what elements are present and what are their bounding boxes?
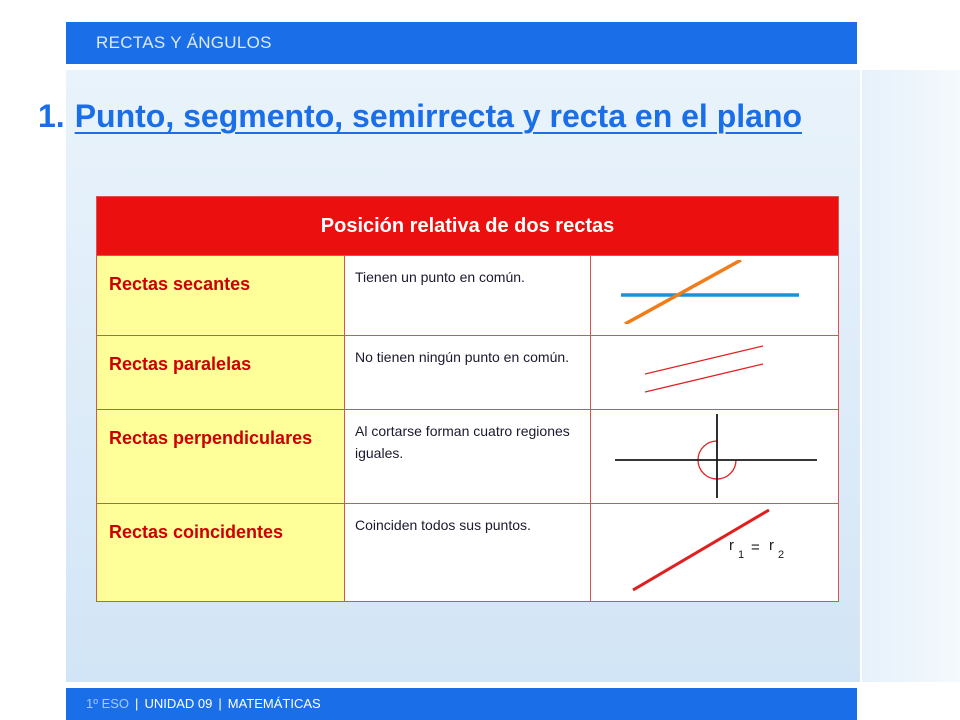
secant-lines-drawing <box>621 260 799 324</box>
parallel-lines-figure <box>591 336 839 410</box>
row-description: No tienen ningún punto en común. <box>345 336 591 410</box>
perpendicular-lines-figure <box>591 410 839 504</box>
row-name: Rectas secantes <box>97 256 345 336</box>
page-title <box>38 98 802 135</box>
perpendicular-lines-drawing <box>615 414 817 498</box>
row-name: Rectas paralelas <box>97 336 345 410</box>
coincident-lines-figure <box>591 504 839 602</box>
title-text: Punto, segmento, semirrecta y recta en el plano <box>74 98 803 134</box>
table-row <box>97 256 839 336</box>
label-r2: r <box>769 537 774 554</box>
footer-subject: MATEMÁTICAS <box>227 696 321 711</box>
table-row <box>97 410 839 504</box>
label-sub1: 1 <box>738 549 745 561</box>
label-sub2: 2 <box>778 549 785 561</box>
secant-lines-figure <box>591 256 839 336</box>
footer-course: 1º ESO <box>86 696 130 711</box>
row-name: Rectas coincidentes <box>97 504 345 602</box>
table-header: Posición relativa de dos rectas <box>97 197 839 256</box>
section-title: RECTAS Y ÁNGULOS <box>96 33 272 52</box>
top-band <box>66 22 857 64</box>
row-description: Coinciden todos sus puntos. <box>345 504 591 602</box>
footer <box>86 696 321 711</box>
label-equals: = <box>751 539 760 556</box>
coincident-lines-drawing <box>631 508 807 592</box>
footer-separator: | <box>135 696 139 711</box>
footer-band <box>66 688 857 720</box>
table-row <box>97 336 839 410</box>
row-description: Al cortarse forman cuatro regiones iguales. <box>345 410 591 504</box>
row-description: Tienen un punto en común. <box>345 256 591 336</box>
right-decorative-strip <box>862 70 960 682</box>
parallel-lines-drawing <box>645 344 765 398</box>
title-number: 1. <box>38 98 65 134</box>
label-r1: r <box>729 537 734 554</box>
relative-position-table <box>96 196 839 602</box>
row-name: Rectas perpendiculares <box>97 410 345 504</box>
table-row <box>97 504 839 602</box>
footer-unit: UNIDAD 09 <box>144 696 213 711</box>
footer-separator: | <box>218 696 222 711</box>
